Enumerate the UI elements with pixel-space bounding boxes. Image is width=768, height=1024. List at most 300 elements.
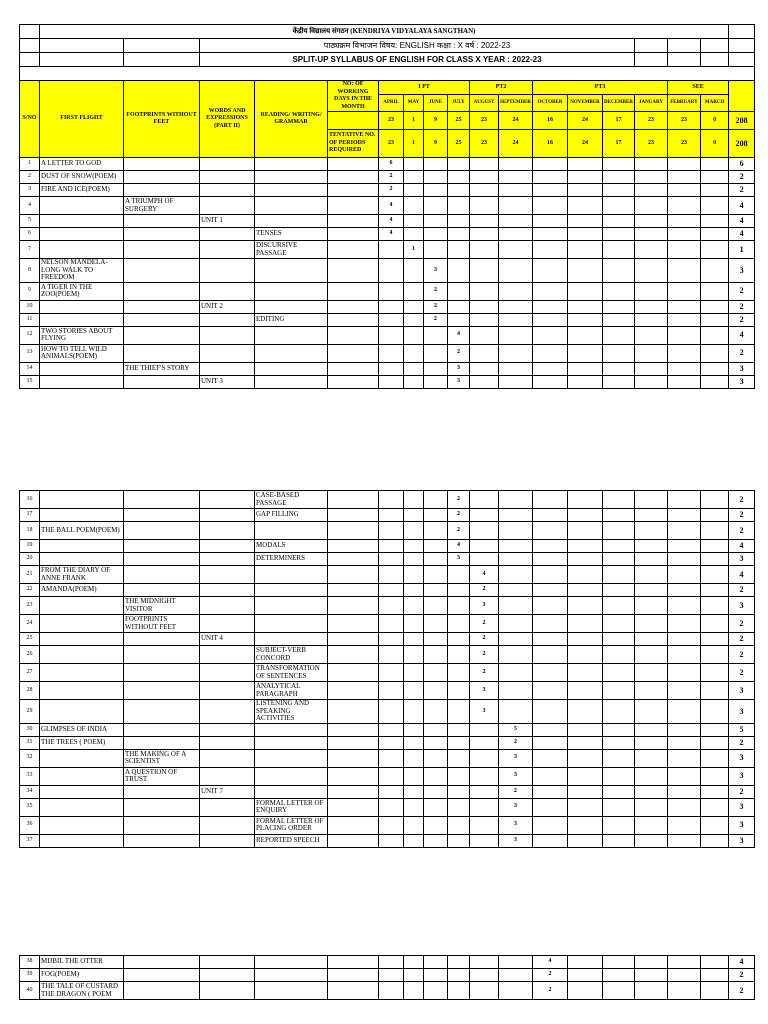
row-footprints: A TRIUMPH OF SURGERY (124, 197, 200, 215)
row-month-cell: 2 (533, 982, 568, 1000)
table-row (20, 982, 755, 1000)
row-month-cell (568, 158, 603, 171)
row-month-cell (404, 767, 424, 785)
row-month-cell (379, 584, 404, 597)
row-month-cell (568, 767, 603, 785)
row-sno: 21 (20, 566, 40, 584)
row-total: 3 (729, 259, 755, 283)
row-month-cell (603, 326, 635, 344)
row-month-cell (568, 215, 603, 228)
row-month-cell (668, 197, 701, 215)
row-month-cell (533, 362, 568, 375)
table-row (20, 785, 755, 798)
row-month-cell (533, 540, 568, 553)
tentative-periods-value: 0 (701, 130, 729, 158)
row-month-cell (603, 282, 635, 300)
syllabus-table-2 (19, 490, 755, 848)
row-month-cell (668, 700, 701, 724)
row-month-cell (533, 326, 568, 344)
row-month-cell (701, 597, 729, 615)
table-row (20, 584, 755, 597)
row-month-cell (603, 241, 635, 259)
row-working (328, 553, 379, 566)
working-days-value: 1 (404, 112, 424, 130)
row-month-cell (404, 313, 424, 326)
row-month-cell: 2 (424, 282, 448, 300)
row-month-cell (424, 241, 448, 259)
row-month-cell: 4 (448, 540, 470, 553)
row-sno: 18 (20, 522, 40, 540)
row-reading (255, 749, 328, 767)
row-month-cell (470, 509, 499, 522)
working-days-value: 0 (701, 112, 729, 130)
row-month-cell (424, 723, 448, 736)
row-month-cell (424, 767, 448, 785)
row-month-cell (701, 362, 729, 375)
row-month-cell (603, 540, 635, 553)
row-month-cell (499, 491, 533, 509)
row-month-cell: 2 (533, 969, 568, 982)
row-first-flight (40, 597, 124, 615)
row-sno: 27 (20, 664, 40, 682)
row-footprints: A QUESTION OF TRUST (124, 767, 200, 785)
row-month-cell (635, 969, 668, 982)
row-month-cell (701, 834, 729, 847)
row-words (200, 282, 255, 300)
row-reading: SUBJECT-VERB CONCORD (255, 646, 328, 664)
row-reading (255, 736, 328, 749)
row-month-cell (668, 344, 701, 362)
row-month-cell (603, 509, 635, 522)
row-first-flight (40, 767, 124, 785)
row-footprints (124, 982, 200, 1000)
row-footprints (124, 158, 200, 171)
row-first-flight (40, 700, 124, 724)
row-month-cell (533, 723, 568, 736)
tentative-periods-value: 23 (470, 130, 499, 158)
row-month-cell (404, 282, 424, 300)
row-month-cell (603, 749, 635, 767)
row-month-cell (499, 540, 533, 553)
row-month-cell (448, 228, 470, 241)
row-month-cell (424, 798, 448, 816)
row-total: 2 (729, 300, 755, 313)
row-words (200, 798, 255, 816)
row-month-cell (701, 553, 729, 566)
row-month-cell (635, 723, 668, 736)
row-month-cell (379, 553, 404, 566)
row-month-cell (568, 584, 603, 597)
row-total: 3 (729, 700, 755, 724)
row-month-cell (603, 553, 635, 566)
row-first-flight: MIJBIL THE OTTER (40, 956, 124, 969)
working-days-value: 24 (499, 112, 533, 130)
row-first-flight (40, 540, 124, 553)
row-footprints (124, 522, 200, 540)
row-reading: EDITING (255, 313, 328, 326)
row-month-cell (668, 171, 701, 184)
table-row (20, 816, 755, 834)
row-month-cell (568, 816, 603, 834)
row-total: 2 (729, 509, 755, 522)
row-footprints (124, 956, 200, 969)
row-month-cell (668, 375, 701, 388)
row-month-cell: 3 (499, 798, 533, 816)
syllabus-page-1 (19, 24, 754, 389)
table-row (20, 313, 755, 326)
row-month-cell (568, 798, 603, 816)
row-month-cell (568, 509, 603, 522)
row-month-cell (568, 313, 603, 326)
row-month-cell (499, 362, 533, 375)
row-words (200, 615, 255, 633)
group-pt2: PT2 (470, 81, 533, 95)
month-header: OCTOBER (533, 95, 568, 112)
row-total: 3 (729, 749, 755, 767)
row-reading: DETERMINERS (255, 553, 328, 566)
row-reading (255, 300, 328, 313)
row-month-cell (635, 491, 668, 509)
row-working (328, 816, 379, 834)
row-month-cell (603, 566, 635, 584)
row-month-cell: 2 (448, 509, 470, 522)
row-month-cell (603, 228, 635, 241)
row-total: 4 (729, 228, 755, 241)
row-sno: 17 (20, 509, 40, 522)
row-month-cell: 3 (470, 597, 499, 615)
row-month-cell (424, 184, 448, 197)
row-first-flight (40, 509, 124, 522)
row-month-cell (499, 228, 533, 241)
row-reading (255, 969, 328, 982)
row-month-cell (635, 241, 668, 259)
table-row (20, 834, 755, 847)
table-row (20, 749, 755, 767)
row-words (200, 158, 255, 171)
row-month-cell (448, 700, 470, 724)
row-month-cell (668, 834, 701, 847)
row-words (200, 522, 255, 540)
working-days-value: 17 (603, 112, 635, 130)
row-reading (255, 785, 328, 798)
row-total: 2 (729, 282, 755, 300)
row-total: 4 (729, 956, 755, 969)
row-footprints: THE MIDNIGHT VISITOR (124, 597, 200, 615)
row-month-cell (568, 491, 603, 509)
row-month-cell: 2 (379, 171, 404, 184)
tentative-periods-value: 9 (424, 130, 448, 158)
row-total: 4 (729, 566, 755, 584)
row-month-cell (701, 566, 729, 584)
row-total: 2 (729, 584, 755, 597)
row-month-cell (668, 282, 701, 300)
document-title: SPLIT-UP SYLLABUS OF ENGLISH FOR CLASS X YEAR : 2022-23 (200, 53, 635, 67)
row-month-cell (404, 344, 424, 362)
row-footprints (124, 184, 200, 197)
row-total: 3 (729, 682, 755, 700)
row-total: 2 (729, 615, 755, 633)
row-month-cell (603, 375, 635, 388)
row-month-cell (424, 584, 448, 597)
row-month-cell (424, 633, 448, 646)
row-month-cell (603, 259, 635, 283)
row-month-cell (379, 491, 404, 509)
row-first-flight: A LETTER TO GOD (40, 158, 124, 171)
row-working (328, 969, 379, 982)
row-month-cell (448, 646, 470, 664)
table-row (20, 969, 755, 982)
row-month-cell (701, 313, 729, 326)
table-row (20, 241, 755, 259)
row-month-cell (701, 956, 729, 969)
row-month-cell (499, 344, 533, 362)
row-month-cell (568, 184, 603, 197)
row-month-cell (533, 259, 568, 283)
row-month-cell: 3 (499, 767, 533, 785)
row-month-cell (448, 597, 470, 615)
row-month-cell (470, 723, 499, 736)
row-month-cell (404, 509, 424, 522)
row-sno: 25 (20, 633, 40, 646)
row-reading: CASE-BASED PASSAGE (255, 491, 328, 509)
row-month-cell (635, 615, 668, 633)
row-month-cell (379, 259, 404, 283)
row-month-cell (448, 259, 470, 283)
col-header-sno: S/NO (20, 81, 40, 158)
row-working (328, 633, 379, 646)
row-words (200, 736, 255, 749)
row-month-cell (568, 700, 603, 724)
row-footprints (124, 736, 200, 749)
row-sno: 26 (20, 646, 40, 664)
row-reading (255, 171, 328, 184)
row-month-cell (635, 300, 668, 313)
row-month-cell (568, 969, 603, 982)
row-month-cell (470, 375, 499, 388)
row-month-cell (404, 491, 424, 509)
row-working (328, 736, 379, 749)
row-month-cell: 3 (448, 375, 470, 388)
row-month-cell (635, 956, 668, 969)
row-words (200, 171, 255, 184)
row-sno: 15 (20, 375, 40, 388)
table-row (20, 646, 755, 664)
row-sno: 30 (20, 723, 40, 736)
month-header: APRIL (379, 95, 404, 112)
row-month-cell (424, 362, 448, 375)
row-month-cell (424, 969, 448, 982)
row-total: 3 (729, 798, 755, 816)
row-month-cell (635, 682, 668, 700)
row-month-cell (379, 241, 404, 259)
row-month-cell (635, 749, 668, 767)
row-words (200, 682, 255, 700)
row-month-cell (448, 282, 470, 300)
row-month-cell (424, 700, 448, 724)
row-month-cell (668, 723, 701, 736)
row-working (328, 228, 379, 241)
month-header: MARCH (701, 95, 729, 112)
row-month-cell (499, 664, 533, 682)
table-row (20, 723, 755, 736)
row-month-cell (701, 241, 729, 259)
row-total: 6 (729, 158, 755, 171)
row-month-cell (635, 816, 668, 834)
row-month-cell: 2 (470, 615, 499, 633)
table-row (20, 282, 755, 300)
month-header: NOVEMBER (568, 95, 603, 112)
row-month-cell (603, 633, 635, 646)
row-words (200, 723, 255, 736)
row-total: 3 (729, 553, 755, 566)
row-month-cell (701, 969, 729, 982)
row-month-cell (379, 749, 404, 767)
table-row (20, 540, 755, 553)
row-footprints: THE THIEF'S STORY (124, 362, 200, 375)
row-month-cell: 4 (448, 326, 470, 344)
row-month-cell (701, 375, 729, 388)
row-working (328, 375, 379, 388)
row-first-flight (40, 491, 124, 509)
row-month-cell (533, 197, 568, 215)
row-month-cell (701, 633, 729, 646)
row-month-cell (701, 158, 729, 171)
row-month-cell (379, 615, 404, 633)
table-row (20, 228, 755, 241)
row-month-cell (533, 767, 568, 785)
row-month-cell (448, 767, 470, 785)
row-month-cell (668, 540, 701, 553)
row-month-cell (499, 597, 533, 615)
row-sno: 39 (20, 969, 40, 982)
row-month-cell (701, 184, 729, 197)
row-month-cell (701, 615, 729, 633)
row-month-cell (448, 682, 470, 700)
row-working (328, 700, 379, 724)
row-footprints (124, 646, 200, 664)
row-month-cell (379, 566, 404, 584)
row-month-cell (635, 282, 668, 300)
row-total: 1 (729, 241, 755, 259)
row-month-cell (533, 241, 568, 259)
row-words (200, 259, 255, 283)
row-reading: TRANSFORMATION OF SENTENCES (255, 664, 328, 682)
row-month-cell (379, 956, 404, 969)
row-month-cell (499, 700, 533, 724)
table-row (20, 633, 755, 646)
row-month-cell: 4 (379, 228, 404, 241)
row-month-cell (470, 171, 499, 184)
row-footprints (124, 313, 200, 326)
row-month-cell (533, 491, 568, 509)
row-first-flight (40, 241, 124, 259)
row-month-cell (668, 664, 701, 682)
row-month-cell (424, 326, 448, 344)
row-reading (255, 344, 328, 362)
row-month-cell (568, 633, 603, 646)
working-days-value: 16 (533, 112, 568, 130)
row-month-cell (499, 259, 533, 283)
row-month-cell (668, 597, 701, 615)
row-first-flight: THE BALL POEM(POEM) (40, 522, 124, 540)
row-footprints (124, 682, 200, 700)
row-reading: REPORTED SPEECH (255, 834, 328, 847)
row-footprints (124, 228, 200, 241)
row-month-cell (404, 785, 424, 798)
row-words (200, 313, 255, 326)
table-row (20, 664, 755, 682)
row-month-cell (635, 834, 668, 847)
working-days-value: 25 (448, 112, 470, 130)
row-month-cell (668, 785, 701, 798)
month-header: DECEMBER (603, 95, 635, 112)
row-month-cell (533, 584, 568, 597)
row-month-cell (568, 228, 603, 241)
row-month-cell (603, 584, 635, 597)
row-working (328, 597, 379, 615)
row-working (328, 834, 379, 847)
row-month-cell (668, 646, 701, 664)
tentative-periods-value: 17 (603, 130, 635, 158)
row-month-cell (533, 736, 568, 749)
row-month-cell (668, 491, 701, 509)
row-month-cell: 2 (470, 633, 499, 646)
row-month-cell (499, 633, 533, 646)
row-month-cell (499, 171, 533, 184)
row-month-cell (379, 326, 404, 344)
row-first-flight (40, 834, 124, 847)
row-month-cell (533, 700, 568, 724)
row-month-cell (533, 375, 568, 388)
row-month-cell (470, 158, 499, 171)
row-month-cell (701, 326, 729, 344)
row-first-flight (40, 633, 124, 646)
table-row (20, 158, 755, 171)
tentative-periods-value: 25 (448, 130, 470, 158)
row-month-cell (448, 584, 470, 597)
month-header: SEPTEMBER (499, 95, 533, 112)
row-working (328, 509, 379, 522)
row-month-cell (404, 700, 424, 724)
row-month-cell (470, 767, 499, 785)
row-month-cell (568, 597, 603, 615)
row-first-flight (40, 375, 124, 388)
row-month-cell (668, 259, 701, 283)
row-month-cell: 2 (448, 522, 470, 540)
row-month-cell (568, 197, 603, 215)
row-month-cell (404, 522, 424, 540)
row-footprints (124, 816, 200, 834)
row-month-cell (603, 767, 635, 785)
row-month-cell (668, 749, 701, 767)
row-month-cell (499, 158, 533, 171)
row-month-cell (533, 553, 568, 566)
row-month-cell (533, 664, 568, 682)
row-month-cell (448, 171, 470, 184)
row-working (328, 197, 379, 215)
row-month-cell (448, 313, 470, 326)
table-row (20, 522, 755, 540)
row-first-flight: THE TREES ( POEM) (40, 736, 124, 749)
row-working (328, 664, 379, 682)
row-reading (255, 158, 328, 171)
row-reading (255, 982, 328, 1000)
row-footprints (124, 241, 200, 259)
row-total: 4 (729, 540, 755, 553)
row-working (328, 615, 379, 633)
row-month-cell (448, 816, 470, 834)
row-footprints (124, 566, 200, 584)
